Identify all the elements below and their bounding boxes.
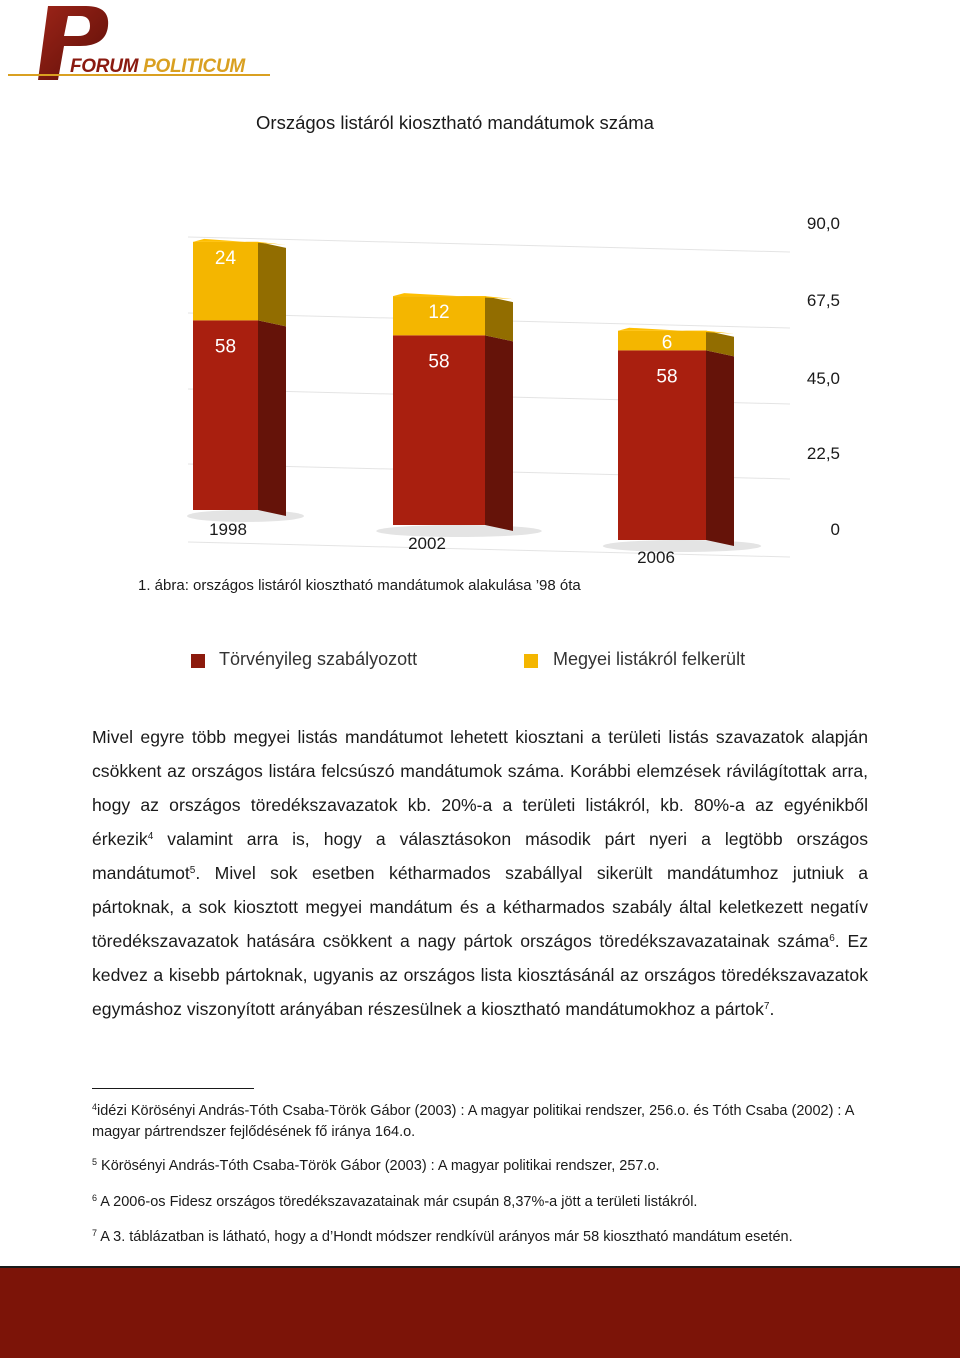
data-label-2006-county: 6 [661, 332, 673, 354]
y-tick-label: 0 [830, 520, 840, 539]
body-sentence-3: . Mivel sok esetben kétharmados szabállyal sikerült mandátumhoz jutniuk a pártoknak, a sok kiosztott megyei mandátum és a kétharmados szabály által keletkezett negatív töredékszavazatok hatására csökkent a nagy pártok országos töredékszavazatainak száma [92, 863, 868, 951]
data-label-2002-regulated: 58 [428, 351, 450, 373]
chart-title: Országos listáról kiosztható mandátumok száma [256, 112, 654, 133]
bar-side-1998 [258, 320, 286, 516]
bar-shadow [376, 525, 542, 537]
legend-label-county: Megyei listákról felkerült [553, 649, 746, 669]
body-paragraph [92, 720, 868, 1026]
bar-side-2002 [485, 335, 513, 531]
footer-band [0, 1268, 960, 1358]
logo-word-forum: FORUM [70, 56, 139, 77]
legend-label-regulated: Törvényileg szabályozott [219, 649, 418, 669]
footnote-4 [92, 1101, 868, 1143]
x-tick-label-1998: 1998 [209, 520, 247, 539]
y-tick-label: 67,5 [806, 291, 840, 310]
footnote-ref-7: 7 [763, 1001, 770, 1012]
figure-caption: 1. ábra: országos listáról kiosztható mandátumok alakulása ’98 óta [138, 577, 581, 594]
footnote-ref-4: 4 [147, 831, 154, 842]
footnote-text: A 3. táblázatban is látható, hogy a d’Hondt módszer rendkívül arányos már 58 kiosztható mandátum esetén. [97, 1229, 793, 1245]
footnote-5 [92, 1156, 868, 1177]
footnote-7 [92, 1227, 868, 1248]
x-tick-label-2002: 2002 [408, 534, 446, 553]
body-sentence-5: . [769, 999, 775, 1019]
footnote-text: A 2006-os Fidesz országos töredékszavazatainak már csupán 8,37%-a jött a területi listákról. [97, 1194, 698, 1210]
footnote-num: 7 [92, 1228, 98, 1238]
body-sentence-1: Mivel egyre több megyei listás mandátumot lehetett kiosztani a területi listás szavazatok alapján csökkent az országos listára felcsúszó mandátumok száma. Korábbi elemzések rávilágítottak arra, hogy az országos töredékszavazatok kb. 20%-a a területi listákról, kb. 80%-a az egyénikből érkezik [92, 727, 868, 849]
footnote-ref-5: 5 [189, 865, 196, 876]
body-sentence-2: valamint arra is, hogy a választásokon második párt nyeri a legtöbb országos mandátumot [92, 829, 868, 883]
bar-shadow [603, 540, 761, 552]
bar-side-1998 [258, 242, 286, 326]
footnote-6 [92, 1192, 868, 1213]
y-tick-label: 22,5 [806, 444, 840, 463]
data-label-1998-regulated: 58 [214, 336, 237, 358]
data-label-1998-county: 24 [214, 247, 237, 269]
bar-side-2006 [706, 350, 734, 546]
data-label-2006-regulated: 58 [656, 366, 678, 388]
y-tick-label: 45,0 [806, 369, 840, 388]
y-tick-label: 90,0 [806, 214, 840, 233]
footnote-ref-6: 6 [829, 933, 835, 944]
footnote-divider [92, 1088, 254, 1089]
data-label-2002-county: 12 [428, 302, 450, 324]
x-tick-label-2006: 2006 [637, 548, 675, 567]
footnote-num: 5 [92, 1157, 98, 1167]
logo-word-politicum: POLITICUM [143, 56, 245, 77]
legend-swatch-regulated [191, 654, 205, 668]
stacked-bar-chart [0, 0, 960, 600]
footnote-text: idézi Körösényi András-Tóth Csaba-Török Gábor (2003) : A magyar politikai rendszer, 256.o. és Tóth Csaba (2002) : A magyar pártrendszer fejlődésének fő iránya 164.o. [92, 1103, 854, 1140]
footnote-num: 4 [92, 1102, 98, 1112]
body-sentence-4: . Ez kedvez a kisebb pártoknak, ugyanis az országos lista kiosztásánál az országos töredékszavazatok egymáshoz viszonyított arányában részesülnek a kiosztható mandátumokhoz a pártok [92, 931, 869, 1019]
bar-side-2002 [485, 296, 513, 341]
legend-swatch-county [524, 654, 538, 668]
footnote-num: 6 [92, 1193, 98, 1203]
footnote-text: Körösényi András-Tóth Csaba-Török Gábor (2003) : A magyar politikai rendszer, 257.o. [97, 1158, 660, 1174]
